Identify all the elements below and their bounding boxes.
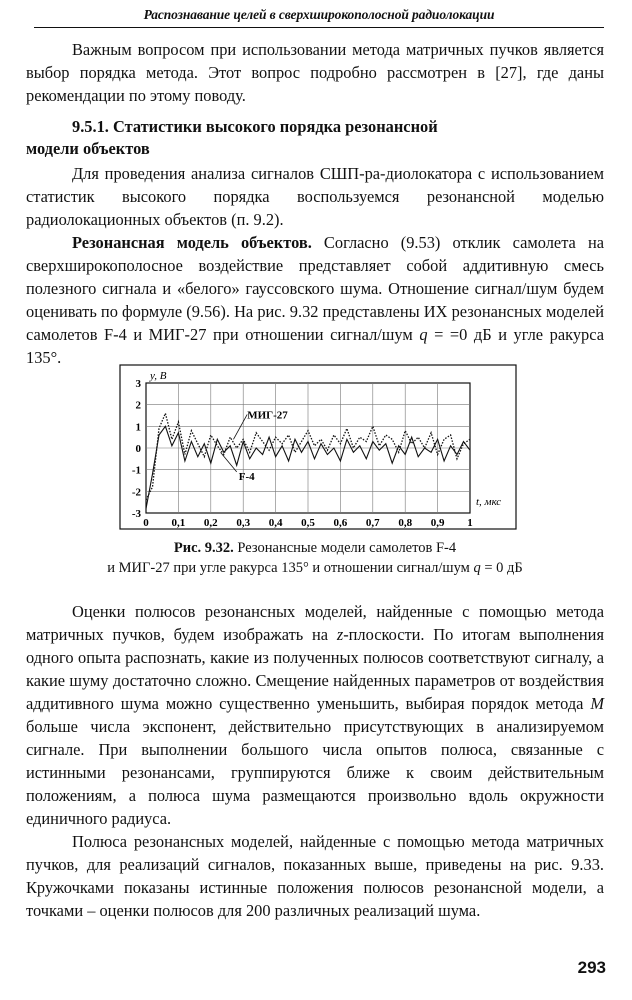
paragraph-4-part-b: -плоскости. По итогам выполнения одного опыта распознать, какие из полученных полюсов соответствуют сигналу, а какие шуму достаточно сложно. Смещение найденных параметров от воздействия аддитивного шума можно существенно уменьшить, выбирая порядок метода: [26, 625, 604, 713]
paragraph-3: [26, 231, 604, 369]
paragraph-5-text: Полюса резонансных моделей, найденные с помощью метода матричных пучков, для реализаций сигналов, показанных выше, приведены на рис. 9.33. Кружочками показаны истинные положения полюсов резонансной модели, а точками – оценки полюсов для 200 различных реализаций шума.: [26, 832, 604, 920]
caption-line-2-a: и МИГ-27 при угле ракурса 135° и отношении сигнал/шум: [107, 560, 474, 576]
section-title: 9.5.1. Статистики высокого порядка резонансной модели объектов: [26, 117, 438, 158]
x-tick-label: 0,9: [430, 517, 445, 529]
section-heading: [26, 116, 604, 160]
annotation-f4: F-4: [238, 470, 255, 483]
x-tick-label: 0,4: [268, 517, 283, 529]
paragraph-3-lead: Резонансная модель объектов.: [72, 233, 312, 252]
impulse-response-chart: [118, 363, 518, 531]
z-symbol: z: [336, 625, 344, 644]
paragraph-3-text: [26, 231, 604, 369]
snr-symbol: q: [419, 325, 428, 344]
paragraph-1: [26, 38, 604, 107]
y-tick-label: -3: [131, 508, 141, 520]
y-tick-label: -1: [131, 464, 141, 477]
caption-line-2: [26, 558, 604, 578]
paragraph-3-part-b: = =0 дБ и угле ракурса 135°.: [26, 325, 604, 367]
annotation-mig27: МИГ-27: [247, 409, 288, 422]
caption-label: Рис. 9.32.: [173, 540, 234, 556]
caption-line-1-text: Резонансные модели самолетов F-4: [233, 540, 457, 556]
paragraph-3-part-a: Согласно (9.53) отклик самолета на сверхширокополосное воздействие представляет собой аддитивную смесь полезного сигнала и «белого» гауссовского шума. Отношение сигнал/шум будем оценивать по формуле (9.56). На рис. 9.32 представлены ИХ резонансных моделей самолетов F-4 и МИГ-27 при отношении сигнал/шум: [26, 233, 605, 344]
figure-caption: [26, 538, 604, 578]
x-tick-label: 0,7: [365, 517, 380, 529]
m-symbol: M: [590, 694, 604, 713]
caption-line-2-b: = 0 дБ: [480, 560, 523, 576]
x-tick-label: 0,3: [236, 517, 251, 529]
paragraph-1-text: Важным вопросом при использовании метода матричных пучков является выбор порядка метода. Этот вопрос подробно рассмотрен в [27], где даны рекомендации по этому поводу.: [26, 40, 604, 105]
y-tick-label: -2: [131, 486, 141, 499]
paragraph-2-text: Для проведения анализа сигналов СШП-ра-диолокатора с использованием статистик высокого порядка воспользуемся резонансной моделью радиолокационных объектов (п. 9.2).: [26, 164, 604, 229]
y-tick-label: 2: [135, 399, 141, 412]
x-tick-label: 1: [467, 517, 473, 529]
caption-line-1: [26, 538, 604, 558]
x-tick-label: 0: [143, 517, 149, 529]
y-axis-label: y, В: [150, 370, 167, 382]
caption-snr-symbol: q: [473, 560, 481, 576]
y-tick-label: 3: [135, 378, 141, 390]
paragraph-4-part-a: Оценки полюсов резонансных моделей, найденные с помощью метода матричных пучков, будем изображать на: [26, 602, 604, 644]
x-axis-label: t, мкс: [476, 496, 502, 508]
y-tick-label: 1: [135, 421, 141, 434]
paragraph-4-text: [26, 600, 604, 830]
running-header: Распознавание целей в сверхширокополосной радиолокации: [34, 6, 604, 28]
x-tick-label: 0,5: [301, 517, 315, 529]
paragraph-2: [26, 162, 604, 231]
page-number: 293: [577, 958, 606, 977]
x-tick-label: 0,8: [398, 517, 413, 529]
figure-9-32: [118, 363, 518, 531]
x-tick-label: 0,1: [171, 517, 186, 529]
paragraph-4: [26, 600, 604, 830]
y-tick-label: 0: [135, 443, 141, 455]
paragraph-4-part-c: больше числа экспонент, действительно присутствующих в анализируемом сигнале. При выполнении большого числа опытов полюса, связанные с истинными резонансами, группируются ближе к своим действительным положениям, а полюса шума размещаются произвольно вдоль окружности единичного радиуса.: [26, 717, 604, 828]
x-tick-label: 0,2: [203, 517, 218, 529]
paragraph-5: [26, 830, 604, 922]
x-tick-label: 0,6: [333, 517, 348, 529]
